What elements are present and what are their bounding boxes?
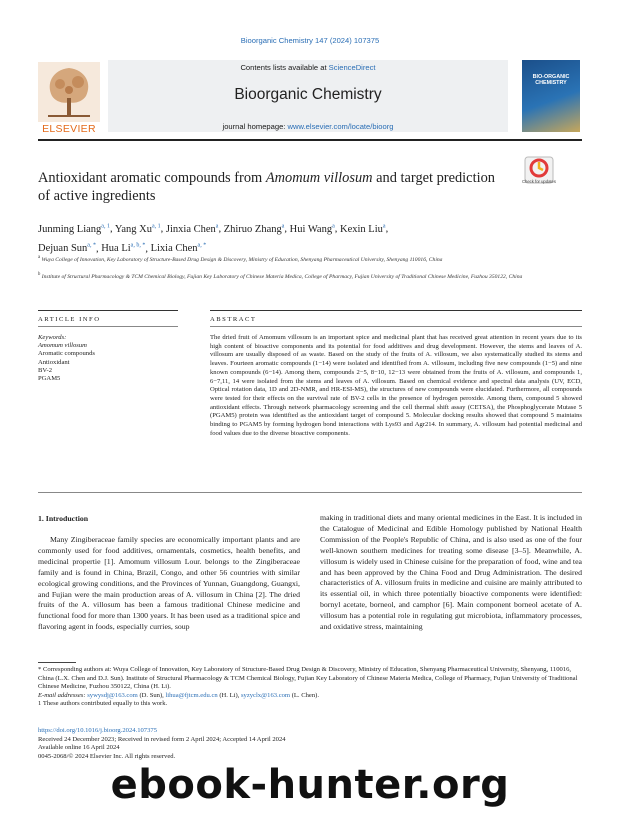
keyword: Aromatic compounds	[38, 350, 95, 358]
author[interactable]: Junming Liang$^{a, 1}$	[38, 223, 110, 235]
check-for-updates-label: Check for updates	[522, 179, 556, 184]
article-info-rule	[38, 310, 178, 311]
keyword: PGAM5	[38, 375, 61, 383]
abstract-rule	[210, 310, 582, 311]
intro-right-column	[320, 513, 582, 633]
email-link[interactable]: lihua@fjtcm.edu.cn	[165, 691, 218, 699]
keywords-block	[38, 334, 178, 383]
title-part-1: Antioxidant aromatic compounds from	[38, 170, 266, 186]
sciencedirect-link[interactable]: ScienceDirect	[328, 63, 376, 72]
header-divider	[38, 139, 582, 141]
author[interactable]: Lixia Chen$^{a, *}$	[150, 242, 207, 254]
author[interactable]: Dejuan Sun$^{a, *}$	[38, 242, 96, 254]
copyright: 0045-2068/© 2024 Elsevier Inc. All rights reserved.	[38, 752, 176, 760]
equal-contribution-note: 1 These authors contributed equally to this work.	[38, 700, 168, 708]
intro-left-column	[38, 535, 300, 633]
doi-link[interactable]: https://doi.org/10.1016/j.bioorg.2024.107375	[38, 727, 157, 734]
abstract-subrule	[210, 326, 582, 327]
elsevier-tree-logo	[38, 62, 100, 122]
author[interactable]: Jinxia Chen$^a$	[165, 223, 219, 235]
article-title	[38, 169, 508, 205]
publication-info	[38, 727, 338, 761]
contents-line	[108, 63, 508, 72]
author[interactable]: Hua $Li^{a, b, *}$	[101, 242, 146, 254]
elsevier-logo-text: ELSEVIER	[42, 123, 96, 135]
article-info-heading: ARTICLE INFO	[38, 316, 101, 323]
abstract-text: The dried fruit of Amomum villosum is an important spice and medicinal plant that has received great attention in recent years due to its high content of bioactive components and its potential for food additives and drug development. However, the stems and leaves of A. villosum are usually disposed of as waste. Based on the study of the fruits of A. villosum, we also systematically studied its stems and leaves. Fourteen aromatic compounds (1−14) were isolated and identified from A. villosum, including five new compounds (1−5) and nine known compounds (6−14). Among them, compounds 2−5, 8−10, 12−13 were obtained from the fruits of A. villosum, and compounds 1, 6−7,11, 14 were isolated from the stems and leaves of A. villosum. Based on chemical evidence and spectral data analysis (UV, ECD, Optical rotation data, 1D and 2D-NMR, and HR-ESI-MS), the structures of new compounds were elucidated. Furthermore, all compounds were tested for their effects on the survival rate of BV-2 cells in the presence of hydrogen peroxide. Among them, compound 5 showed antioxidant effects. Through network pharmacology screening and the cell thermal shift assay (CETSA), the Phosphoglycerate Mutase 5 (PGAM5) protein was identified as the antioxidant target of compound 5. Molecular docking results showed that compound 5 maintains binding to PGAM5 by forming hydrogen bond interactions with Lys93 and Agr214. In summary, A. villosum had potential medicinal and food values due to the diverse bioactive components.	[210, 334, 582, 437]
intro-paragraph-left: Many Zingiberaceae family species are economically important plants and are commonly used for food additives, ornamentals, cosmetics, health benefits, and medicinal propertie [1]. Amomum villosum Lour. belongs to the Zingiberaceae family and is found in China, Brazil, Congo, and other 56 countries with similar ecological growing conditions, and the Provinces of Yunnan, Guangdong, Guangxi, and Fujian were the main production areas of A. villosum in China [2]. The dried fruits of the A. villosum has been a famous traditional Chinese medicine and functional food for more than 1300 years. It has been used as a traditional spice and flavoring agent in foods, especially curries, soup	[38, 535, 300, 632]
journal-citation[interactable]: Bioorganic Chemistry 147 (2024) 107375	[240, 36, 380, 45]
abstract-heading: ABSTRACT	[210, 316, 257, 323]
abstract-end-rule	[38, 492, 582, 493]
article-info-subrule	[38, 326, 178, 327]
homepage-line	[108, 122, 508, 131]
author[interactable]: Yang Xu$^{a, 1}$	[114, 223, 161, 235]
author-list: Junming Liang$^{a, 1}$, Yang Xu$^{a, 1}$, Jinxia Chen$^a$, Zhiruo Zhang$^a$, Hui Wang$^a$, Kexin Liu$^a$, Dejuan Sun$^{a, *}$, Hua $Li^{a, b, *}$, Lixia Chen$^{a, *}$	[38, 223, 389, 254]
author[interactable]: Kexin Liu$^a$	[340, 223, 386, 235]
email-line: E-mail addresses: sywysdj@163.com (D. Sun), lihua@fjtcm.edu.cn (H. Li), syzyclx@163.com (L. Chen).	[38, 691, 319, 699]
homepage-link[interactable]: www.elsevier.com/locate/bioorg	[287, 122, 394, 131]
watermark: ebook-hunter.org	[110, 762, 510, 808]
keyword: Antioxidant	[38, 358, 70, 366]
title-species: Amomum villosum	[265, 170, 373, 186]
journal-cover[interactable]	[522, 60, 580, 132]
email-link[interactable]: sywysdj@163.com	[87, 691, 138, 699]
affiliation-a: $^a$ Wuya College of Innovation, Key Laboratory of Structure-Based Drug Design & Discovery, Ministry of Education, Shenyang Pharmaceutical University, Shenyang 110016, China	[38, 255, 443, 263]
footnote-rule	[38, 662, 76, 663]
keyword: BV-2	[38, 366, 53, 374]
author[interactable]: Zhiruo Zhang$^a$	[223, 223, 285, 235]
title-part-2: and target prediction of active ingredients	[38, 170, 495, 204]
author[interactable]: Hui Wang$^a$	[289, 223, 335, 235]
contents-prefix: Contents lists available at	[240, 63, 329, 72]
footnotes	[38, 666, 582, 709]
corresponding-note: * Corresponding authors at: Wuya College of Innovation, Key Laboratory of Structure-Based Drug Design & Discovery, Ministry of Education, Shenyang Pharmaceutical University, Shenyang, 110016, China (L.X. Chen and D.J. Sun). Institute of Structural Pharmacology & TCM Chemical Biology, Fujian Key Laboratory of Chinese Materia Medica, College of Pharmacy, Fujian University of Traditional Chinese Medicine, Fuzhou 350122, China (H. Li).	[38, 666, 578, 691]
introduction-heading: 1. Introduction	[38, 514, 89, 523]
homepage-prefix: journal homepage:	[222, 122, 288, 131]
online-date: Available online 16 April 2024	[38, 744, 120, 752]
journal-title[interactable]: Bioorganic Chemistry	[234, 86, 382, 103]
email-link[interactable]: syzyclx@163.com	[240, 691, 291, 699]
intro-paragraph-right: making in traditional diets and many oriental medicines in the East. It is included in the Catalogue of Medicinal and Edible Homology published by National Health Commission of the People's Republic of China, and is also used as one of the four well-known southern medicines for treating some disease [3–5]. Meanwhile, A. villosum is widely used in Chinese cuisine for the preparation of food, wine and tea and has been approved by the China Food and Drug Administration. The desired characteristics of A. villosum fruits in medicine and cuisine are mainly attributed to its essential oil, in which three potentially bioactive components were identified: bornyl acetate, borneol, and camphor [6]. Main component borneol acetate of A. villosum has a potential role in regulating gut microbiota, inflammatory processes, and oxidative stress, maintaining	[320, 513, 582, 632]
keywords-label: Keywords:	[38, 334, 67, 341]
cover-title: BIO-ORGANIC CHEMISTRY	[532, 74, 570, 86]
affiliation-b: $^b$ Institute of Structural Pharmacology & TCM Chemical Biology, Fujian Key Laboratory of Chinese Materia Medica, College of Pharmacy, Fujian University of Traditional Chinese Medicine, Fuzhou 350122, China	[38, 272, 523, 280]
received-dates: Received 24 December 2023; Received in revised form 2 April 2024; Accepted 14 April 2024	[38, 735, 286, 743]
keyword: Amomum villosum	[38, 342, 87, 350]
